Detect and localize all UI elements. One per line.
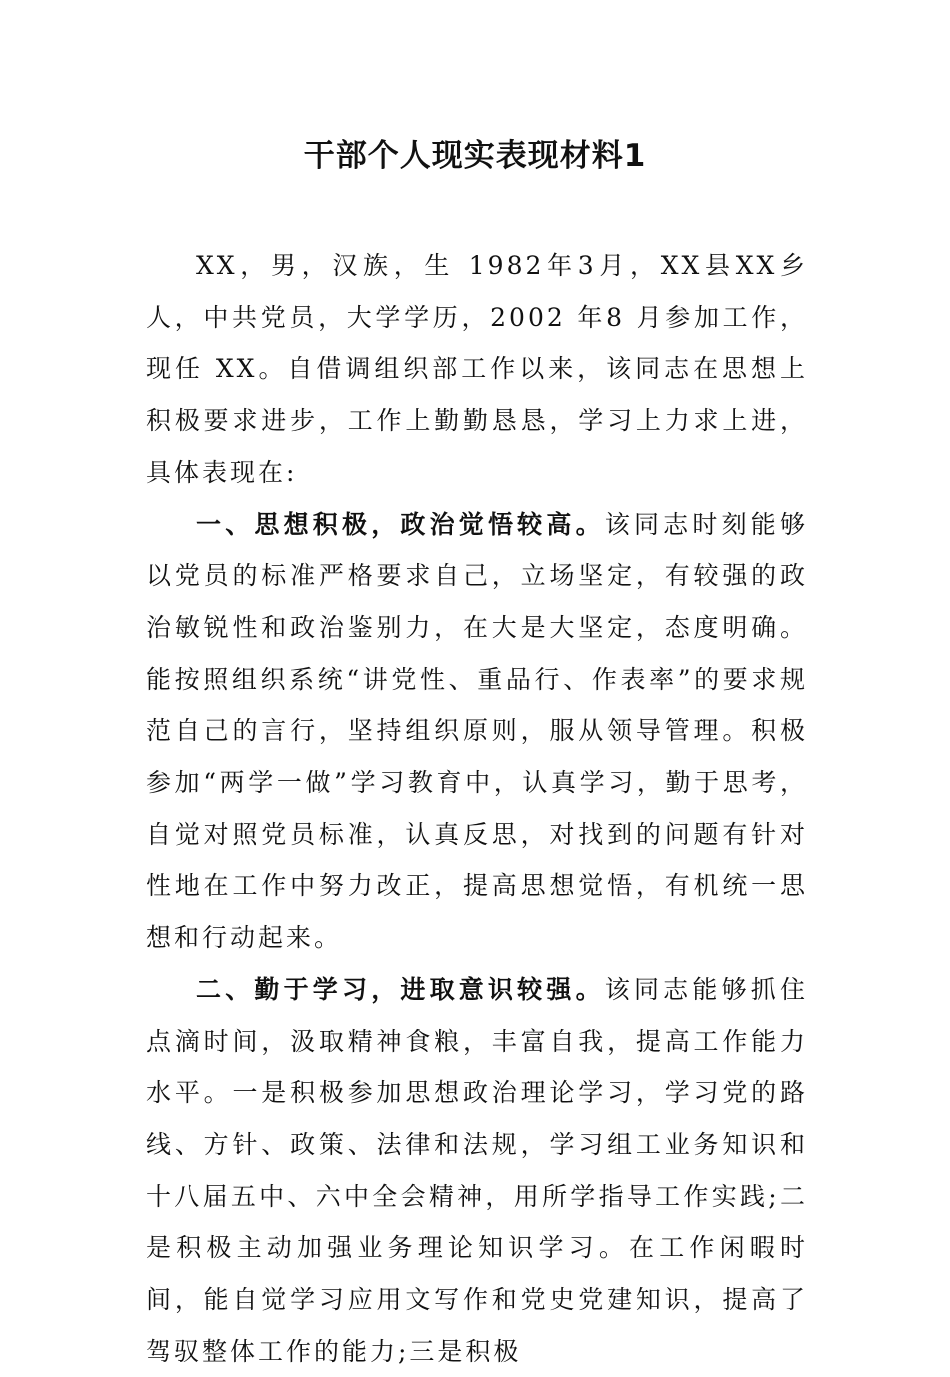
paragraph-section-one <box>146 499 808 964</box>
section-two-heading: 二、勤于学习，进取意识较强。 <box>196 974 605 1004</box>
paragraph-intro-text: XX，男，汉族，生 1982年3月，XX县XX乡人，中共党员，大学学历，2002 年8 月参加工作，现任 XX。自借调组织部工作以来，该同志在思想上积极要求进步，工作上勤勤恳恳，学习上力求上进，具体表现在: <box>146 251 808 487</box>
section-one-text: 该同志时刻能够以党员的标准严格要求自己，立场坚定，有较强的政治敏锐性和政治鉴别力，在大是大坚定，态度明确。能按照组织系统“讲党性、重品行、作表率”的要求规范自己的言行，坚持组织原则，服从领导管理。积极参加“两学一做”学习教育中，认真学习，勤于思考，自觉对照党员标准，认真反思，对找到的问题有针对性地在工作中努力改正，提高思想觉悟，有机统一思想和行动起来。 <box>146 509 808 953</box>
section-two-text: 该同志能够抓住点滴时间，汲取精神食粮，丰富自我，提高工作能力水平。一是积极参加思想政治理论学习，学习党的路线、方针、政策、法律和法规，学习组工业务知识和十八届五中、六中全会精神，用所学指导工作实践;二是积极主动加强业务理论知识学习。在工作闲暇时间，能自觉学习应用文写作和党史党建知识，提高了驾驭整体工作的能力;三是积极 <box>146 974 808 1366</box>
paragraph-intro <box>146 240 808 499</box>
paragraph-section-two <box>146 964 808 1377</box>
section-one-heading: 一、思想积极，政治觉悟较高。 <box>196 509 605 539</box>
document-body <box>146 240 808 1377</box>
document-title: 干部个人现实表现材料1 <box>303 138 647 174</box>
